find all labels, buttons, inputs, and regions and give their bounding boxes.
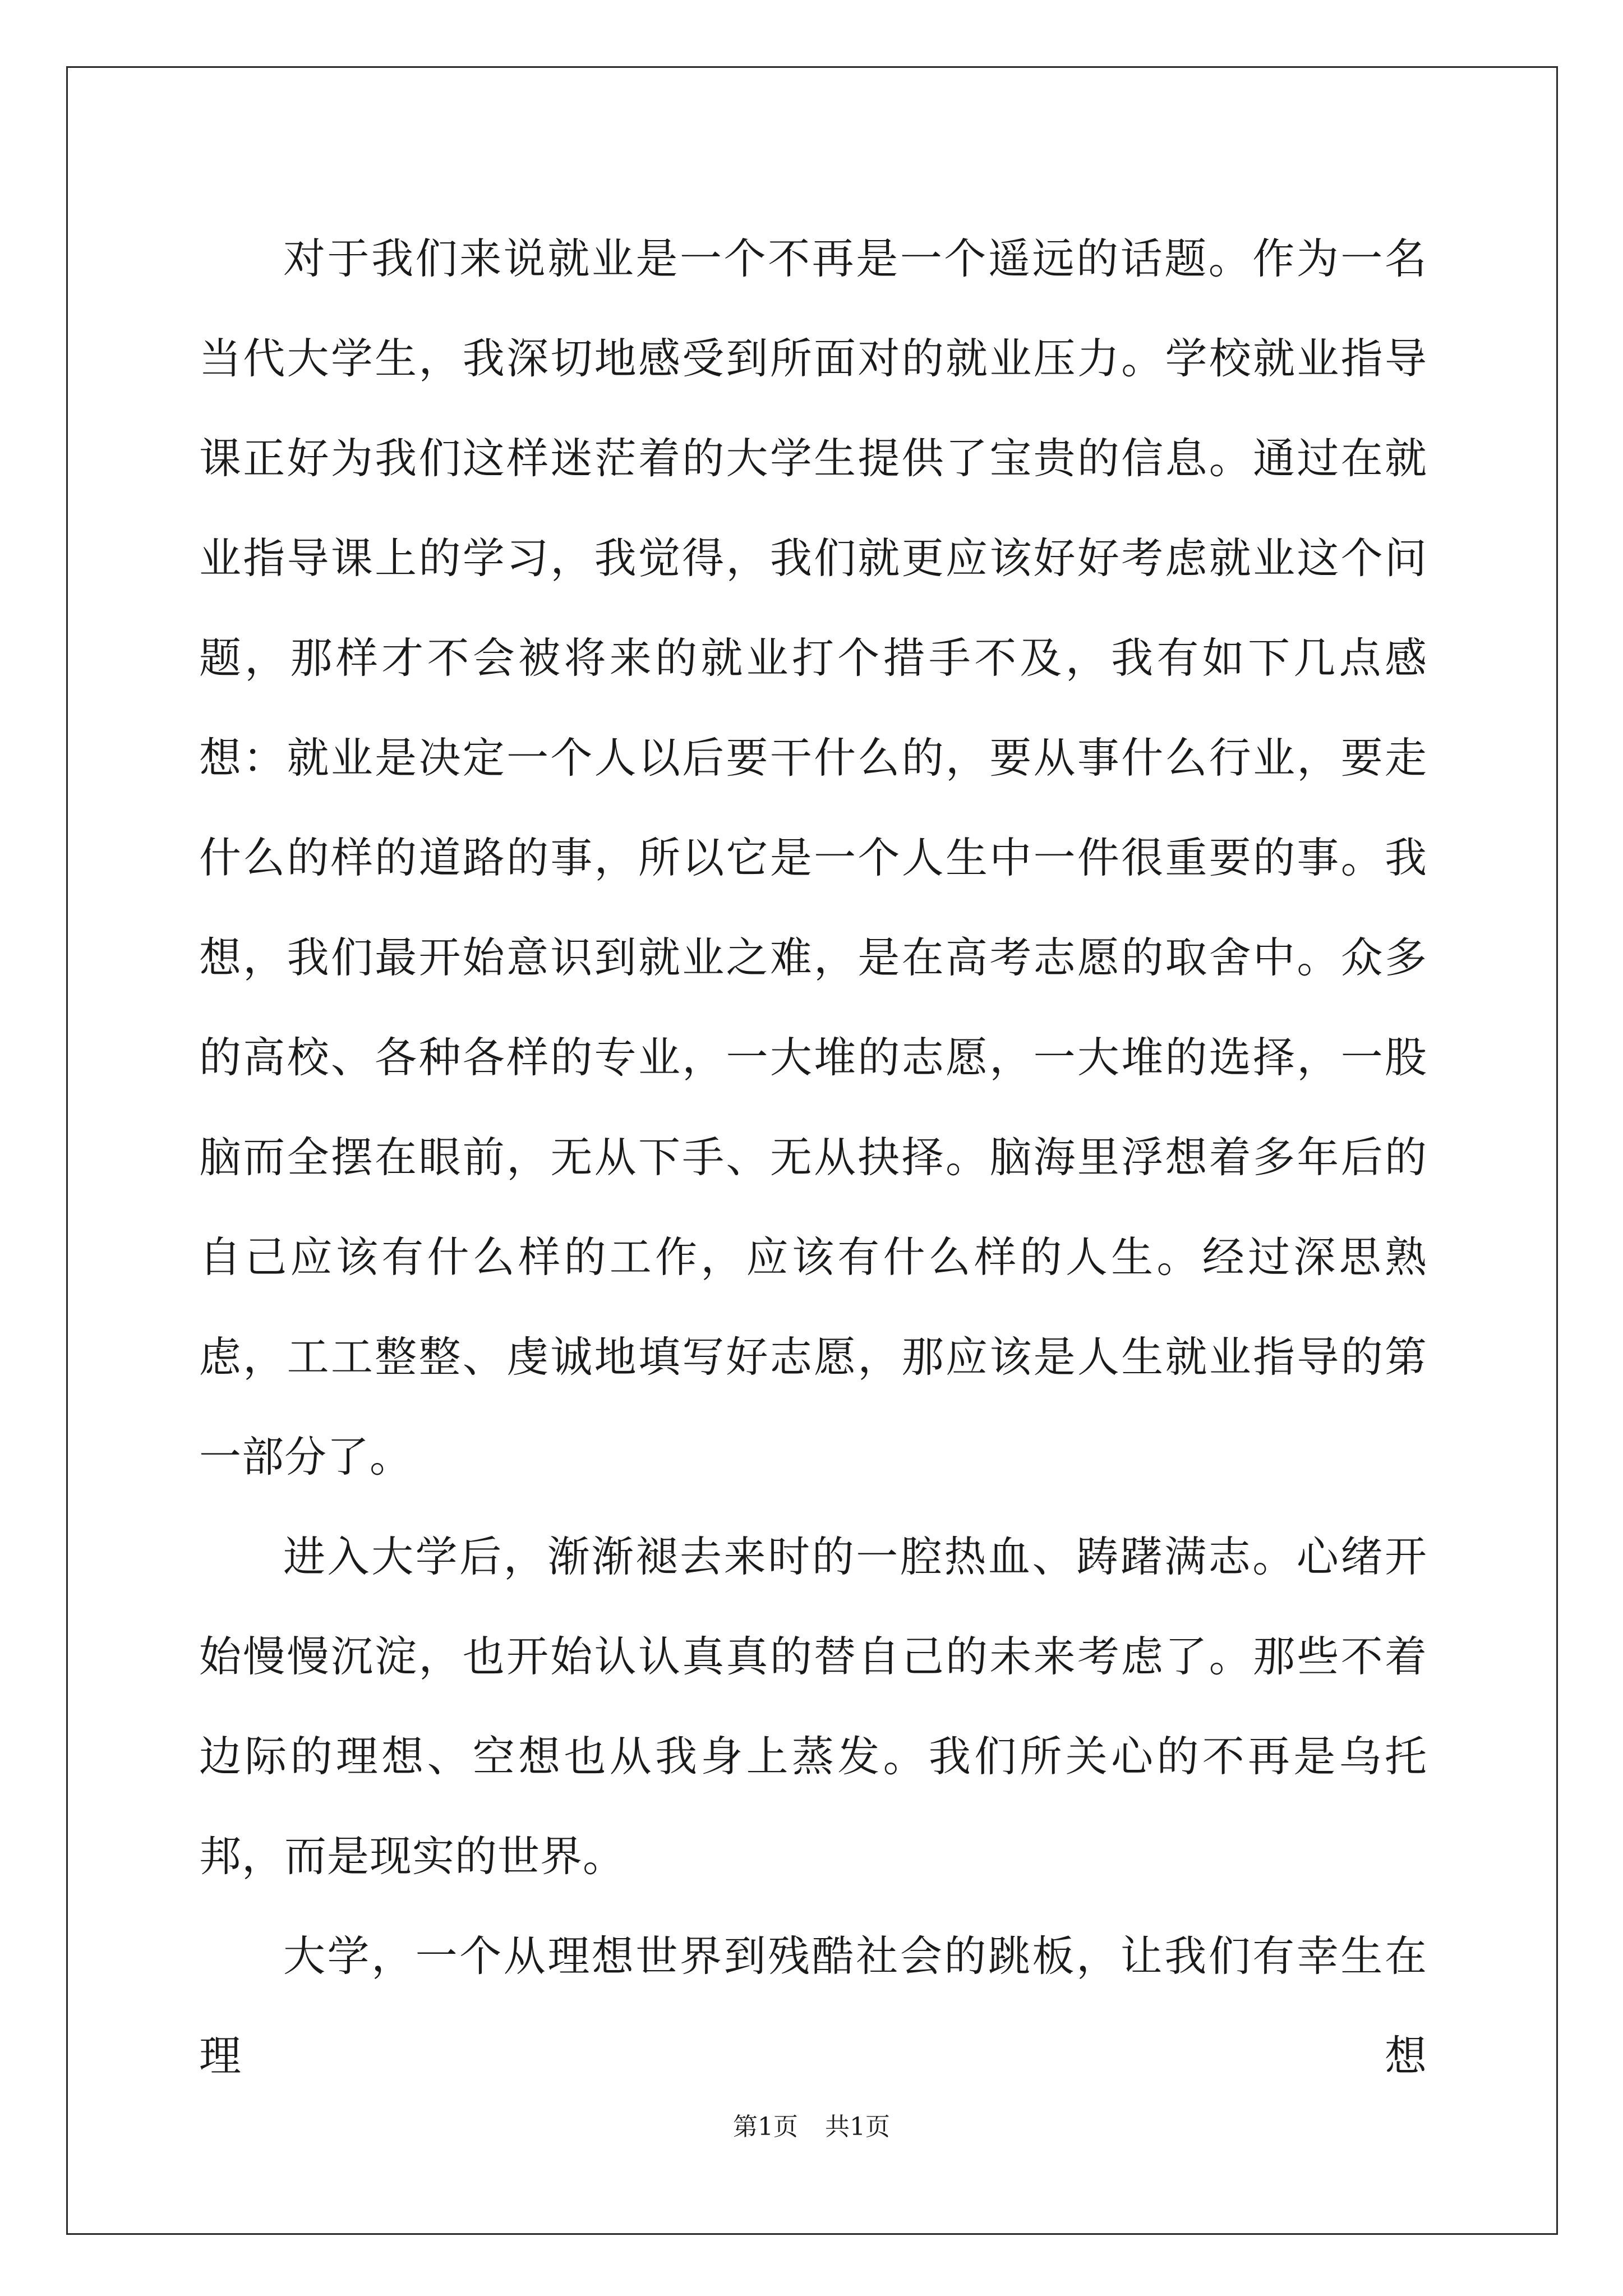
page-footer [0,2110,1623,2144]
paragraph-2: 进入大学后，渐渐褪去来时的一腔热血、踌躇满志。心绪开始慢慢沉淀，也开始认认真真的替自己的未来考虑了。那些不着边际的理想、空想也从我身上蒸发。我们所关心的不再是乌托邦，而是现实的世界。 [199,1532,1427,1881]
document-body [199,209,1427,2106]
paragraph-3: 大学，一个从理想世界到残酷社会的跳板，让我们有幸生在理想 [199,1931,1427,2081]
page-total: 共1页 [825,2113,890,2141]
paragraph-1: 对于我们来说就业是一个不再是一个遥远的话题。作为一名当代大学生，我深切地感受到所面对的就业压力。学校就业指导课正好为我们这样迷茫着的大学生提供了宝贵的信息。通过在就业指导课上的学习，我觉得，我们就更应该好好考虑就业这个问题，那样才不会被将来的就业打个措手不及，我有如下几点感想：就业是决定一个人以后要干什么的，要从事什么行业，要走什么的样的道路的事，所以它是一个人生中一件很重要的事。我想，我们最开始意识到就业之难，是在高考志愿的取舍中。众多的高校、各种各样的专业，一大堆的志愿，一大堆的选择，一股脑而全摆在眼前，无从下手、无从抉择。脑海里浮想着多年后的自己应该有什么样的工作，应该有什么样的人生。经过深思熟虑，工工整整、虔诚地填写好志愿，那应该是人生就业指导的第一部分了。 [199,234,1427,1481]
page-number: 第1页 [733,2113,798,2141]
